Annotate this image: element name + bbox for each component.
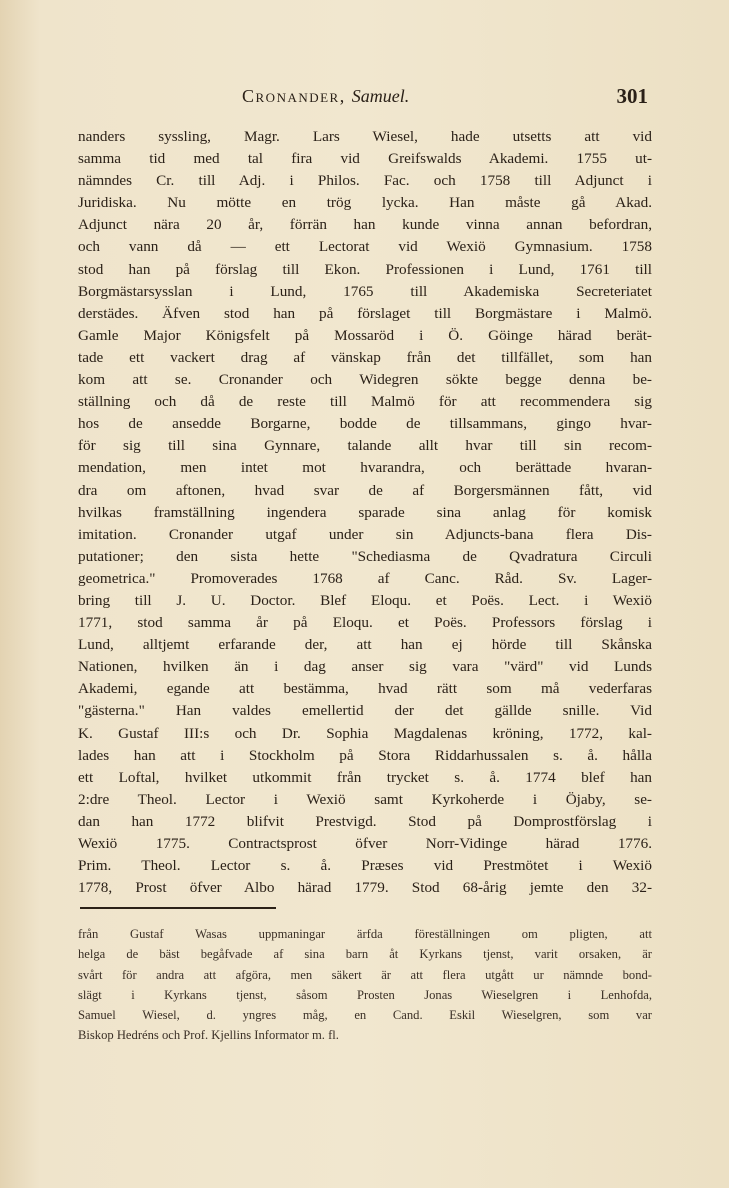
- text-line: Juridiska. Nu mötte en trög lycka. Han måste gå Akad.: [78, 194, 652, 212]
- text-line: "gästerna." Han valdes emellertid der det gällde snille. Vid: [78, 702, 652, 720]
- text-line: lades han att i Stockholm på Stora Riddarhussalen s. å. hålla: [78, 746, 652, 764]
- text-line: imitation. Cronander utgaf under sin Adjuncts-bana flera Dis-: [78, 525, 652, 543]
- page-header: [80, 86, 648, 116]
- text-line: tade ett vackert drag af vänskap från det tillfället, som han: [78, 348, 652, 366]
- footnote-rule: [80, 907, 276, 909]
- text-line: geometrica." Promoverades 1768 af Canc. Råd. Sv. Lager-: [78, 569, 652, 587]
- text-line: Prim. Theol. Lector s. å. Præses vid Prestmötet i Wexiö: [78, 857, 652, 875]
- page-number: 301: [616, 84, 648, 108]
- text-line: dan han 1772 blifvit Prestvigd. Stod på Domprostförslag i: [78, 812, 652, 830]
- text-line: ett Loftal, hvilket utkommit från trycket s. å. 1774 blef han: [78, 768, 652, 786]
- text-line: putationer; den sista hette "Schediasma de Qvadratura Circuli: [78, 547, 652, 565]
- text-line: och vann då — ett Lectorat vid Wexiö Gymnasium. 1758: [78, 238, 652, 256]
- text-line: mendation, men intet mot hvarandra, och berättade hvaran-: [78, 459, 652, 477]
- text-line: hos de ansedde Borgarne, bodde de tillsammans, gingo hvar-: [78, 415, 652, 433]
- text-line: dra om aftonen, hvad svar de af Borgersmännen fått, vid: [78, 481, 652, 499]
- text-line: Borgmästarsysslan i Lund, 1765 till Akademiska Secreteriatet: [78, 282, 652, 300]
- text-line: Nationen, hvilken än i dag anser sig vara "värd" vid Lunds: [78, 658, 652, 676]
- text-line: K. Gustaf III:s och Dr. Sophia Magdalenas kröning, 1772, kal-: [78, 724, 652, 742]
- footnote-line: slägt i Kyrkans tjenst, såsom Prosten Jonas Wieselgren i Lenhofda,: [78, 987, 652, 1002]
- footnote-line: svårt för andra att afgöra, men säkert är att flera utgått ur nämnde bond-: [78, 967, 652, 982]
- footnote-line: Biskop Hedréns och Prof. Kjellins Informator m. fl.: [78, 1028, 339, 1043]
- footnote-line: från Gustaf Wasas uppmaningar ärfda föreställningen om pligten, att: [78, 927, 652, 941]
- text-line: Gamle Major Königsfelt på Mossaröd i Ö. Göinge härad berät-: [78, 326, 652, 344]
- running-head-given-name: Samuel.: [351, 86, 410, 106]
- text-line: för sig till sina Gynnare, talande allt hvar till sin recom-: [78, 437, 652, 455]
- text-line: nanders syssling, Magr. Lars Wiesel, hade utsetts att vid: [78, 128, 652, 145]
- text-line: Lund, alltjemt erfarande der, att han ej hörde till Skånska: [78, 636, 652, 654]
- running-head-surname: Cronander,: [242, 86, 346, 106]
- text-line: 1771, stod samma år på Eloqu. et Poës. Professors förslag i: [78, 614, 652, 632]
- text-line: bring till J. U. Doctor. Blef Eloqu. et Poës. Lect. i Wexiö: [78, 591, 652, 609]
- footnote-line: Samuel Wiesel, d. yngres måg, en Cand. Eskil Wieselgren, som var: [78, 1008, 652, 1023]
- text-line: samma tid med tal fira vid Greifswalds Akademi. 1755 ut-: [78, 150, 652, 168]
- text-line: ställning och då de reste till Malmö för att recommendera sig: [78, 393, 652, 411]
- text-line: derstädes. Äfven stod han på förslaget till Borgmästare i Malmö.: [78, 304, 652, 322]
- main-text: [78, 126, 652, 899]
- text-line: Akademi, egande att bestämma, hvad rätt som må vederfaras: [78, 680, 652, 698]
- running-head: [242, 86, 409, 107]
- text-line: hvilkas framställning ingendera sparade sina anlag för komisk: [78, 503, 652, 521]
- text-line: stod han på förslag till Ekon. Professionen i Lund, 1761 till: [78, 260, 652, 278]
- text-line: kom att se. Cronander och Widegren sökte begge denna be-: [78, 371, 652, 389]
- text-line: 1778, Prost öfver Albo härad 1779. Stod 68-årig jemte den 32-: [78, 879, 652, 897]
- footnote-line: helga de bäst begåfvade af sina barn åt Kyrkans tjenst, varit orsaken, är: [78, 947, 652, 962]
- text-line: nämndes Cr. till Adj. i Philos. Fac. och 1758 till Adjunct i: [78, 172, 652, 190]
- text-line: Wexiö 1775. Contractsprost öfver Norr-Vidinge härad 1776.: [78, 835, 652, 852]
- footnote: [78, 924, 652, 1046]
- text-line: 2:dre Theol. Lector i Wexiö samt Kyrkoherde i Öjaby, se-: [78, 790, 652, 808]
- text-line: Adjunct nära 20 år, förrän han kunde vinna annan befordran,: [78, 216, 652, 234]
